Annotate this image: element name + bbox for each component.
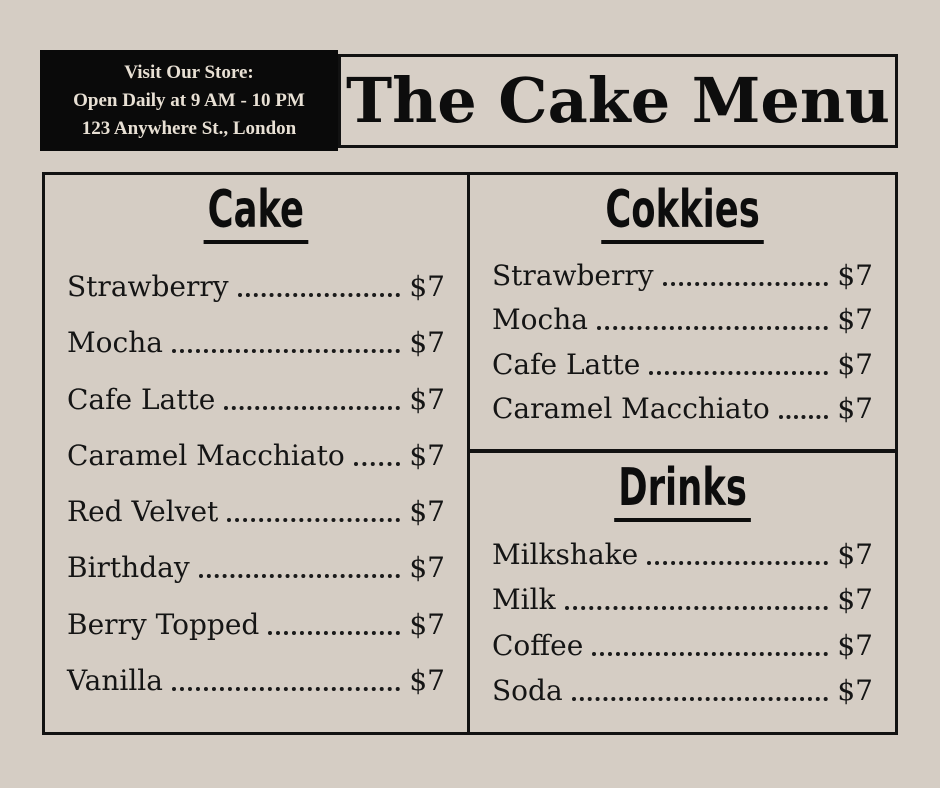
item-name: Caramel Macchiato bbox=[67, 438, 345, 472]
item-price: $7 bbox=[409, 270, 445, 304]
item-name: Cafe Latte bbox=[67, 382, 216, 416]
menu-item bbox=[67, 439, 445, 473]
item-name: Milkshake bbox=[492, 537, 639, 571]
dot-leader bbox=[224, 406, 400, 410]
item-list bbox=[470, 522, 895, 732]
section-cokkies bbox=[467, 172, 898, 452]
dot-leader bbox=[663, 282, 829, 286]
menu-item bbox=[67, 608, 445, 642]
item-price: $7 bbox=[409, 495, 445, 529]
item-price: $7 bbox=[837, 347, 873, 381]
item-price: $7 bbox=[409, 438, 445, 472]
item-name: Birthday bbox=[67, 551, 190, 585]
menu-board bbox=[42, 172, 898, 735]
item-name: Vanilla bbox=[67, 663, 163, 697]
dot-leader bbox=[172, 687, 400, 691]
dot-leader bbox=[572, 697, 829, 701]
section-cake bbox=[42, 172, 470, 735]
item-name: Mocha bbox=[492, 303, 588, 337]
menu-item bbox=[67, 383, 445, 417]
menu-item bbox=[67, 270, 445, 304]
section-title: Drinks bbox=[614, 461, 751, 522]
dot-leader bbox=[354, 462, 401, 466]
item-price: $7 bbox=[837, 258, 873, 292]
store-info-panel bbox=[40, 50, 338, 151]
menu-item bbox=[492, 259, 873, 293]
item-name: Red Velvet bbox=[67, 495, 219, 529]
section-title: Cake bbox=[204, 183, 309, 244]
item-name: Berry Topped bbox=[67, 607, 260, 641]
item-list bbox=[470, 244, 895, 449]
menu-item bbox=[492, 303, 873, 337]
item-list bbox=[45, 244, 467, 732]
dot-leader bbox=[649, 371, 828, 375]
item-price: $7 bbox=[837, 628, 873, 662]
item-price: $7 bbox=[409, 663, 445, 697]
menu-item bbox=[67, 495, 445, 529]
store-info-line: Open Daily at 9 AM - 10 PM bbox=[73, 89, 305, 111]
dot-leader bbox=[268, 631, 400, 635]
item-name: Strawberry bbox=[492, 258, 654, 292]
item-price: $7 bbox=[409, 607, 445, 641]
dot-leader bbox=[227, 518, 400, 522]
title-box bbox=[338, 54, 898, 148]
dot-leader bbox=[565, 606, 829, 610]
section-title: Cokkies bbox=[601, 183, 764, 244]
menu-item bbox=[492, 629, 873, 663]
item-name: Coffee bbox=[492, 628, 584, 662]
item-name: Strawberry bbox=[67, 270, 229, 304]
item-name: Mocha bbox=[67, 326, 163, 360]
menu-item bbox=[67, 551, 445, 585]
item-price: $7 bbox=[409, 551, 445, 585]
dot-leader bbox=[592, 652, 828, 656]
dot-leader bbox=[238, 293, 401, 297]
item-price: $7 bbox=[409, 326, 445, 360]
item-name: Milk bbox=[492, 583, 556, 617]
page-title: The Cake Menu bbox=[346, 64, 890, 137]
item-price: $7 bbox=[837, 583, 873, 617]
dot-leader bbox=[647, 561, 828, 565]
item-price: $7 bbox=[837, 303, 873, 337]
menu-item bbox=[67, 326, 445, 360]
section-heading-wrap bbox=[470, 458, 895, 522]
dot-leader bbox=[597, 326, 828, 330]
section-heading-wrap bbox=[470, 180, 895, 244]
item-price: $7 bbox=[837, 392, 873, 426]
store-info-line: Visit Our Store: bbox=[124, 61, 254, 83]
menu-item bbox=[492, 583, 873, 617]
item-price: $7 bbox=[837, 537, 873, 571]
store-info-line: 123 Anywhere St., London bbox=[81, 117, 297, 139]
menu-item bbox=[492, 392, 873, 426]
item-name: Caramel Macchiato bbox=[492, 392, 770, 426]
item-price: $7 bbox=[837, 674, 873, 708]
dot-leader bbox=[779, 415, 829, 419]
dot-leader bbox=[172, 349, 400, 353]
menu-item bbox=[492, 538, 873, 572]
item-name: Cafe Latte bbox=[492, 347, 641, 381]
item-name: Soda bbox=[492, 674, 563, 708]
menu-item bbox=[67, 664, 445, 698]
menu-item bbox=[492, 348, 873, 382]
item-price: $7 bbox=[409, 382, 445, 416]
section-drinks bbox=[467, 450, 898, 735]
menu-item bbox=[492, 674, 873, 708]
dot-leader bbox=[199, 574, 401, 578]
right-column bbox=[467, 172, 898, 735]
header bbox=[40, 50, 898, 151]
section-heading-wrap bbox=[45, 180, 467, 244]
